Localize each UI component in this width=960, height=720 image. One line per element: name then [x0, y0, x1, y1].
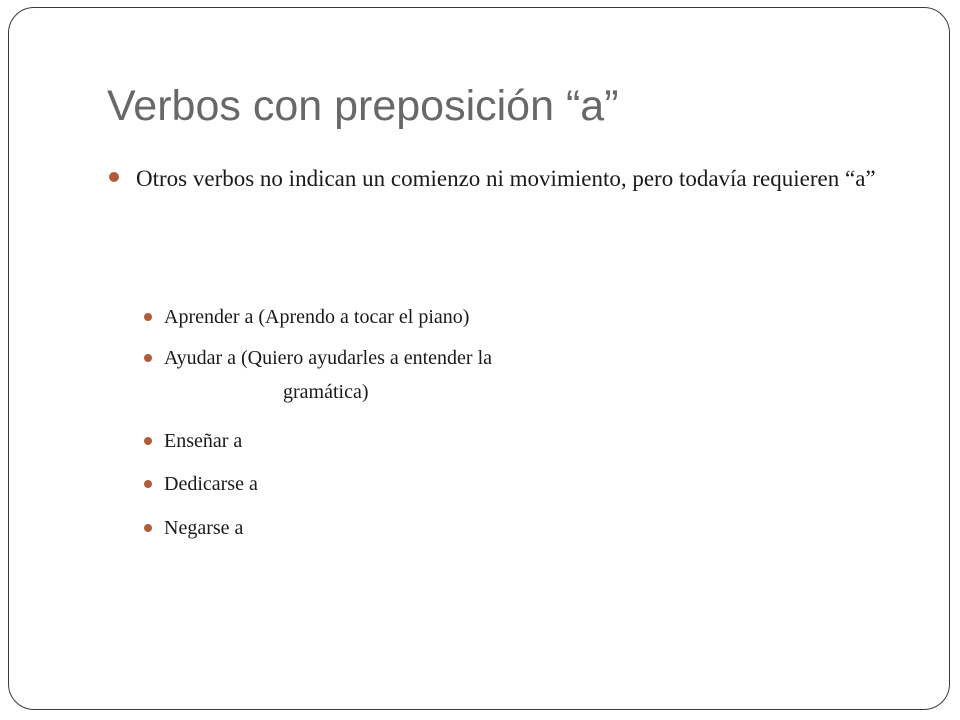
bullet-dot-icon: [144, 480, 152, 488]
bullet-dot-icon: [144, 313, 152, 321]
main-bullet-text: Otros verbos no indican un comienzo ni movimiento, pero todavía requieren “a”: [136, 166, 876, 191]
sub-bullet-text: Dedicarse a: [164, 473, 258, 495]
sub-bullet-text: Negarse a: [164, 517, 244, 539]
sub-bullet-continuation: gramática): [283, 381, 369, 403]
bullet-dot-icon: [144, 524, 152, 532]
sub-bullet-text: Ayudar a (Quiero ayudarles a entender la: [164, 347, 493, 369]
bullet-dot-icon: [144, 437, 152, 445]
sub-bullet-text: Aprender a (Aprendo a tocar el piano): [164, 306, 470, 328]
bullet-dot-icon: [109, 172, 119, 182]
sub-bullet-text: Enseñar a: [164, 430, 243, 452]
slide-title: Verbos con preposición “a”: [107, 82, 619, 130]
bullet-dot-icon: [144, 354, 152, 362]
